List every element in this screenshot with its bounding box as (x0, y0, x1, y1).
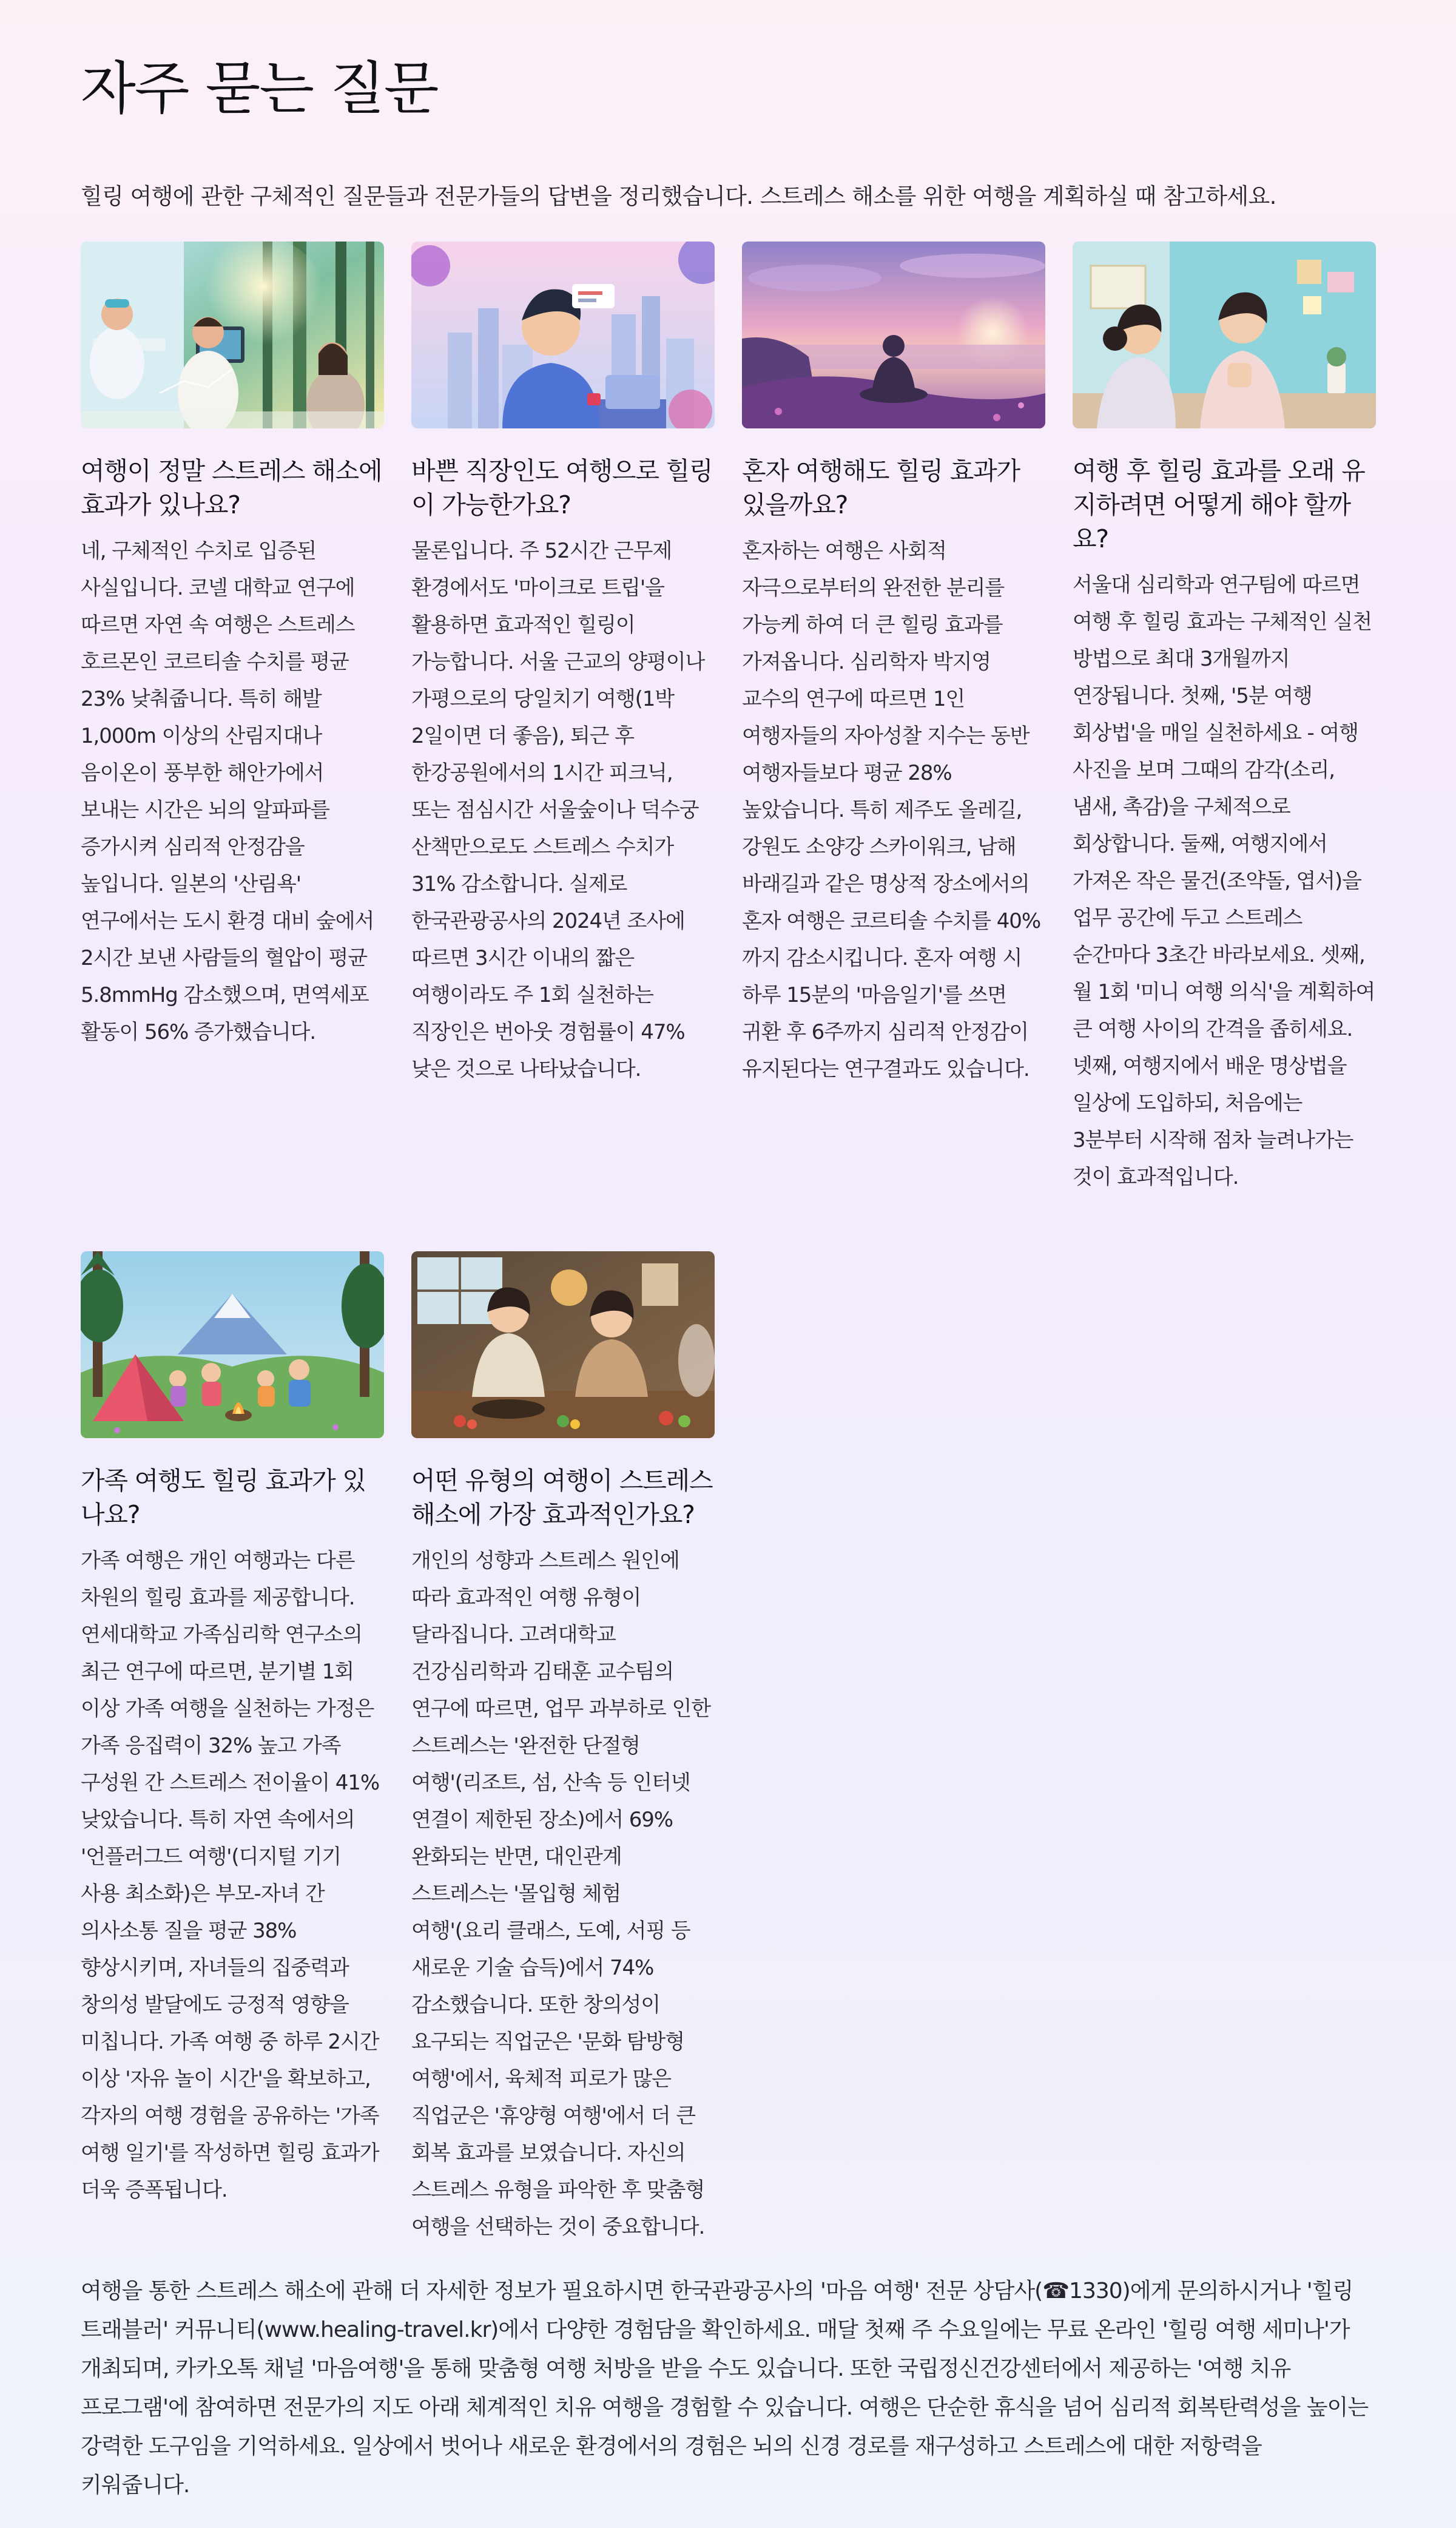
faq-question: 바쁜 직장인도 여행으로 힐링이 가능한가요? (411, 456, 713, 519)
footer-text: 여행을 통한 스트레스 해소에 관해 더 자세한 정보가 필요하시면 한국관광공사의 '마음 여행' 전문 상담사(☎1330)에게 문의하시거나 '힐링 트래블러' 커뮤니티(www.healing-travel.kr)에서 다양한 경험담을 확인하세요. 매달 첫째 주 수요일에는 무료 온라인 '힐링 여행 세미나'가 개최되며, 카카오톡 채널 '마음여행'을 통해 맞춤형 여행 처방을 받을 수도 있습니다. 또한 국립정신건강센터에서 제공하는 '여행 치유 프로그램'에 참여하면 전문가의 지도 아래 체계적인 치유 여행을 경험할 수 있습니다. 여행은 단순한 휴식을 넘어 심리적 회복탄력성을 높이는 강력한 도구임을 기억하세요. 일상에서 벗어나 새로운 환경에서의 경험은 뇌의 신경 경로를 재구성하고 스트레스에 대한 저항력을 키워줍니다. (81, 2279, 1369, 2498)
faq-image-office-worker (411, 242, 715, 428)
faq-answer: 혼자하는 여행은 사회적 자극으로부터의 완전한 분리를 가능케 하여 더 큰 힐링 효과를 가져옵니다. 심리학자 박지영 교수의 연구에 따르면 1인 여행자들의 자아성찰 지수는 동반 여행자들보다 평균 28% 높았습니다. 특히 제주도 올레길, 강원도 소양강 스카이워크, 남해 바래길과 같은 명상적 장소에서의 혼자 여행은 코르티솔 수치를 40%까지 감소시킵니다. 혼자 여행 시 하루 15분의 '마음일기'를 쓰면 귀환 후 6주까지 심리적 안정감이 유지된다는 연구결과도 있습니다. (742, 539, 1041, 1081)
faq-answer: 네, 구체적인 수치로 입증된 사실입니다. 코넬 대학교 연구에 따르면 자연 속 여행은 스트레스 호르몬인 코르티솔 수치를 평균 23% 낮춰줍니다. 특히 해발 1,000m 이상의 산림지대나 음이온이 풍부한 해안가에서 보내는 시간은 뇌의 알파파를 증가시켜 심리적 안정감을 높입니다. 일본의 '산림욕' 연구에서는 도시 환경 대비 숲에서 2시간 보낸 사람들의 혈압이 평균 5.8mmHg 감소했으며, 면역세포 활동이 56% 증가했습니다. (81, 539, 374, 1044)
faq-image-meditation-sunset (742, 242, 1045, 428)
faq-question: 여행 후 힐링 효과를 오래 유지하려면 어떻게 해야 할까요? (1073, 456, 1365, 553)
faq-card (81, 242, 384, 1051)
faq-answer: 개인의 성향과 스트레스 원인에 따라 효과적인 여행 유형이 달라집니다. 고려대학교 건강심리학과 김태훈 교수팀의 연구에 따르면, 업무 과부하로 인한 스트레스는 '완전한 단절형 여행'(리조트, 섬, 산속 등 인터넷 연결이 제한된 장소)에서 69% 완화되는 반면, 대인관계 스트레스는 '몰입형 체험 여행'(요리 클래스, 도예, 서핑 등 새로운 기술 습득)에서 74% 감소했습니다. 또한 창의성이 요구되는 직업군은 '문화 탐방형 여행'에서, 육체적 피로가 많은 직업군은 '휴양형 여행'에서 더 큰 회복 효과를 보였습니다. 자신의 스트레스 유형을 파악한 후 맞춤형 여행을 선택하는 것이 중요합니다. (411, 1549, 710, 2239)
intro-text: 힐링 여행에 관한 구체적인 질문들과 전문가들의 답변을 정리했습니다. 스트레스 해소를 위한 여행을 계획하실 때 참고하세요. (81, 183, 1276, 209)
faq-card (411, 242, 715, 1088)
faq-answer: 서울대 심리학과 연구팀에 따르면 여행 후 힐링 효과는 구체적인 실천 방법으로 최대 3개월까지 연장됩니다. 첫째, '5분 여행 회상법'을 매일 실천하세요 - 여행 사진을 보며 그때의 감각(소리, 냄새, 촉감)을 구체적으로 회상합니다. 둘째, 여행지에서 가져온 작은 물건(조약돌, 엽서)을 업무 공간에 두고 스트레스 순간마다 3초간 바라보세요. 셋째, 월 1회 '미니 여행 의식'을 계획하여 큰 여행 사이의 간격을 좁히세요. 넷째, 여행지에서 배운 명상법을 일상에 도입하되, 처음에는 3분부터 시작해 점차 늘려나가는 것이 효과적입니다. (1073, 573, 1375, 1189)
page-title: 자주 묻는 질문 (81, 56, 438, 122)
faq-question: 여행이 정말 스트레스 해소에 효과가 있나요? (81, 456, 382, 519)
faq-image-family-camping (81, 1251, 384, 1438)
faq-card (1073, 242, 1376, 1196)
faq-card (411, 1251, 715, 2246)
faq-answer: 물론입니다. 주 52시간 근무제 환경에서도 '마이크로 트립'을 활용하면 효과적인 힐링이 가능합니다. 서울 근교의 양평이나 가평으로의 당일치기 여행(1박 2일이면 더 좋음), 퇴근 후 한강공원에서의 1시간 피크닉, 또는 점심시간 서울숲이나 덕수궁 산책만으로도 스트레스 수치가 31% 감소합니다. 실제로 한국관광공사의 2024년 조사에 따르면 3시간 이내의 짧은 여행이라도 주 1회 실천하는 직장인은 번아웃 경험률이 47% 낮은 것으로 나타났습니다. (411, 539, 705, 1081)
faq-card (742, 242, 1045, 1088)
faq-question: 어떤 유형의 여행이 스트레스 해소에 가장 효과적인가요? (411, 1466, 713, 1529)
faq-image-forest-doctor (81, 242, 384, 428)
faq-card (81, 1251, 384, 2209)
faq-question: 가족 여행도 힐링 효과가 있나요? (81, 1466, 366, 1529)
faq-image-cooking-class (411, 1251, 715, 1438)
faq-answer: 가족 여행은 개인 여행과는 다른 차원의 힐링 효과를 제공합니다. 연세대학교 가족심리학 연구소의 최근 연구에 따르면, 분기별 1회 이상 가족 여행을 실천하는 가정은 가족 응집력이 32% 높고 가족 구성원 간 스트레스 전이율이 41% 낮았습니다. 특히 자연 속에서의 '언플러그드 여행'(디지털 기기 사용 최소화)은 부모-자녀 간 의사소통 질을 평균 38% 향상시키며, 자녀들의 집중력과 창의성 발달에도 긍정적 영향을 미칩니다. 가족 여행 중 하루 2시간 이상 '자유 놀이 시간'을 확보하고, 각자의 여행 경험을 공유하는 '가족 여행 일기'를 작성하면 힐링 효과가 더욱 증폭됩니다. (81, 1549, 380, 2202)
faq-image-friends-room (1073, 242, 1376, 428)
faq-question: 혼자 여행해도 힐링 효과가 있을까요? (742, 456, 1020, 519)
